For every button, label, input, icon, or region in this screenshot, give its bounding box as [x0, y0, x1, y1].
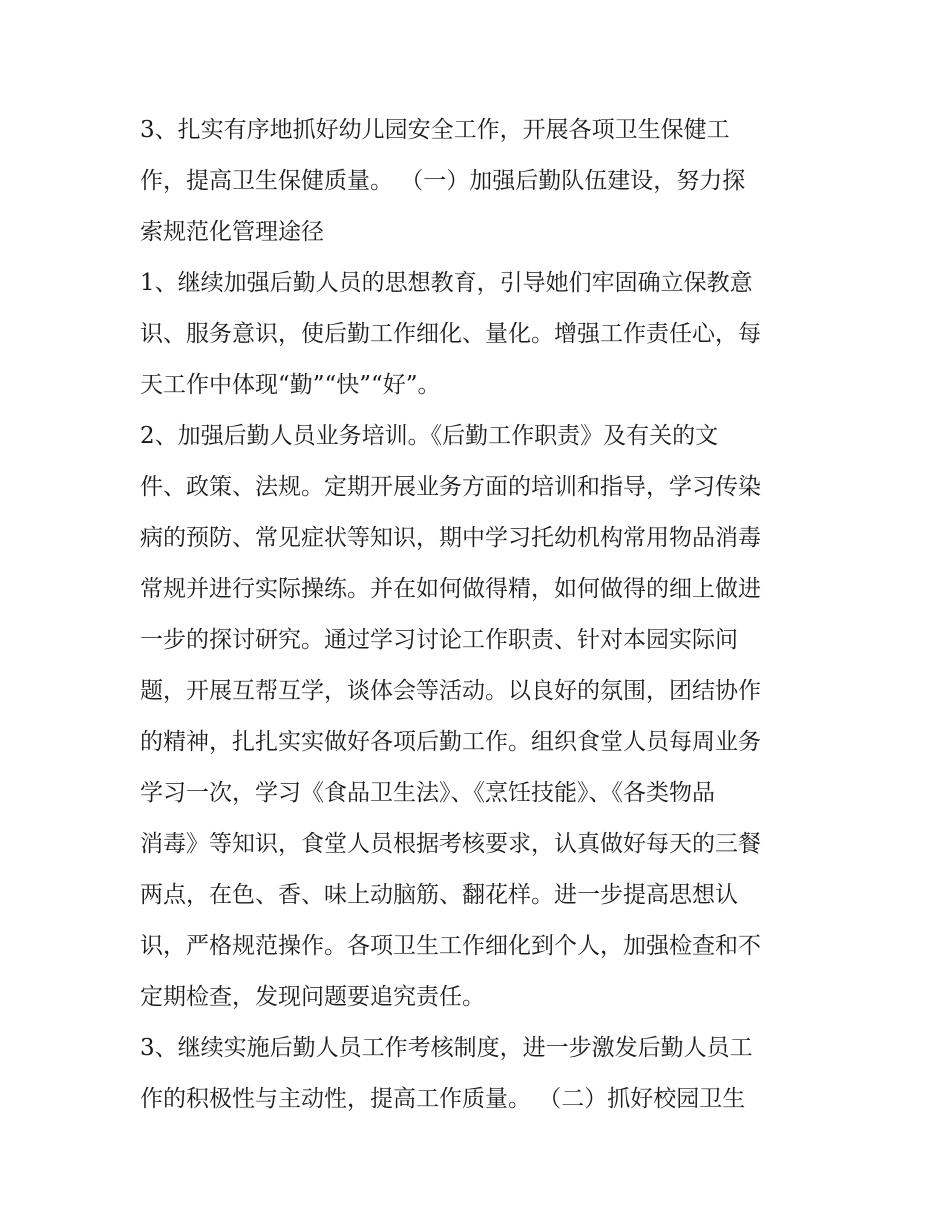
- text-line: 两点，在色、香、味上动脑筋、翻花样。进一步提高思想认: [140, 882, 738, 908]
- text-line: 题，开展互帮互学，谈体会等活动。以良好的氛围，团结协作: [140, 678, 761, 704]
- text-line: 索规范化管理途径: [140, 219, 324, 245]
- text-line: 常规并进行实际操练。并在如何做得精，如何做得的细上做进: [140, 576, 761, 602]
- text-line: 3、继续实施后勤人员工作考核制度，进一步激发后勤人员工: [140, 1035, 753, 1061]
- text-line: 定期检查，发现问题要追究责任。: [140, 984, 485, 1010]
- text-line: 1、继续加强后勤人员的思想教育，引导她们牢固确立保教意: [140, 270, 753, 296]
- text-line: 3、扎实有序地抓好幼儿园安全工作，开展各项卫生保健工: [140, 117, 730, 143]
- text-line: 2、加强后勤人员业务培训。《后勤工作职责》及有关的文: [140, 423, 719, 449]
- text-line: 件、政策、法规。定期开展业务方面的培训和指导，学习传染: [140, 474, 761, 500]
- text-line: 识、服务意识，使后勤工作细化、量化。增强工作责任心，每: [140, 321, 761, 347]
- text-line: 消毒》等知识，食堂人员根据考核要求，认真做好每天的三餐: [140, 831, 761, 857]
- text-line: 病的预防、常见症状等知识，期中学习托幼机构常用物品消毒: [140, 525, 761, 551]
- paragraph-business-training: [140, 411, 820, 1023]
- text-line: 天工作中体现“勤”“快”“好”。: [140, 372, 441, 398]
- text-line: 作，提高卫生保健质量。 （一）加强后勤队伍建设，努力探: [140, 168, 746, 194]
- text-line: 识，严格规范操作。各项卫生工作细化到个人，加强检查和不: [140, 933, 761, 959]
- text-line: 作的积极性与主动性，提高工作质量。 （二）抓好校园卫生: [140, 1086, 746, 1112]
- text-line: 学习一次，学习《食品卫生法》、《烹饪技能》、《各类物品: [140, 780, 715, 806]
- paragraph-ideological-education: [140, 258, 820, 411]
- paragraph-safety-work: [140, 105, 820, 258]
- text-line: 的精神，扎扎实实做好各项后勤工作。组织食堂人员每周业务: [140, 729, 761, 755]
- document-body: [140, 105, 820, 1125]
- text-line: 一步的探讨研究。通过学习讨论工作职责、针对本园实际问: [140, 627, 738, 653]
- paragraph-assessment-system: [140, 1023, 820, 1125]
